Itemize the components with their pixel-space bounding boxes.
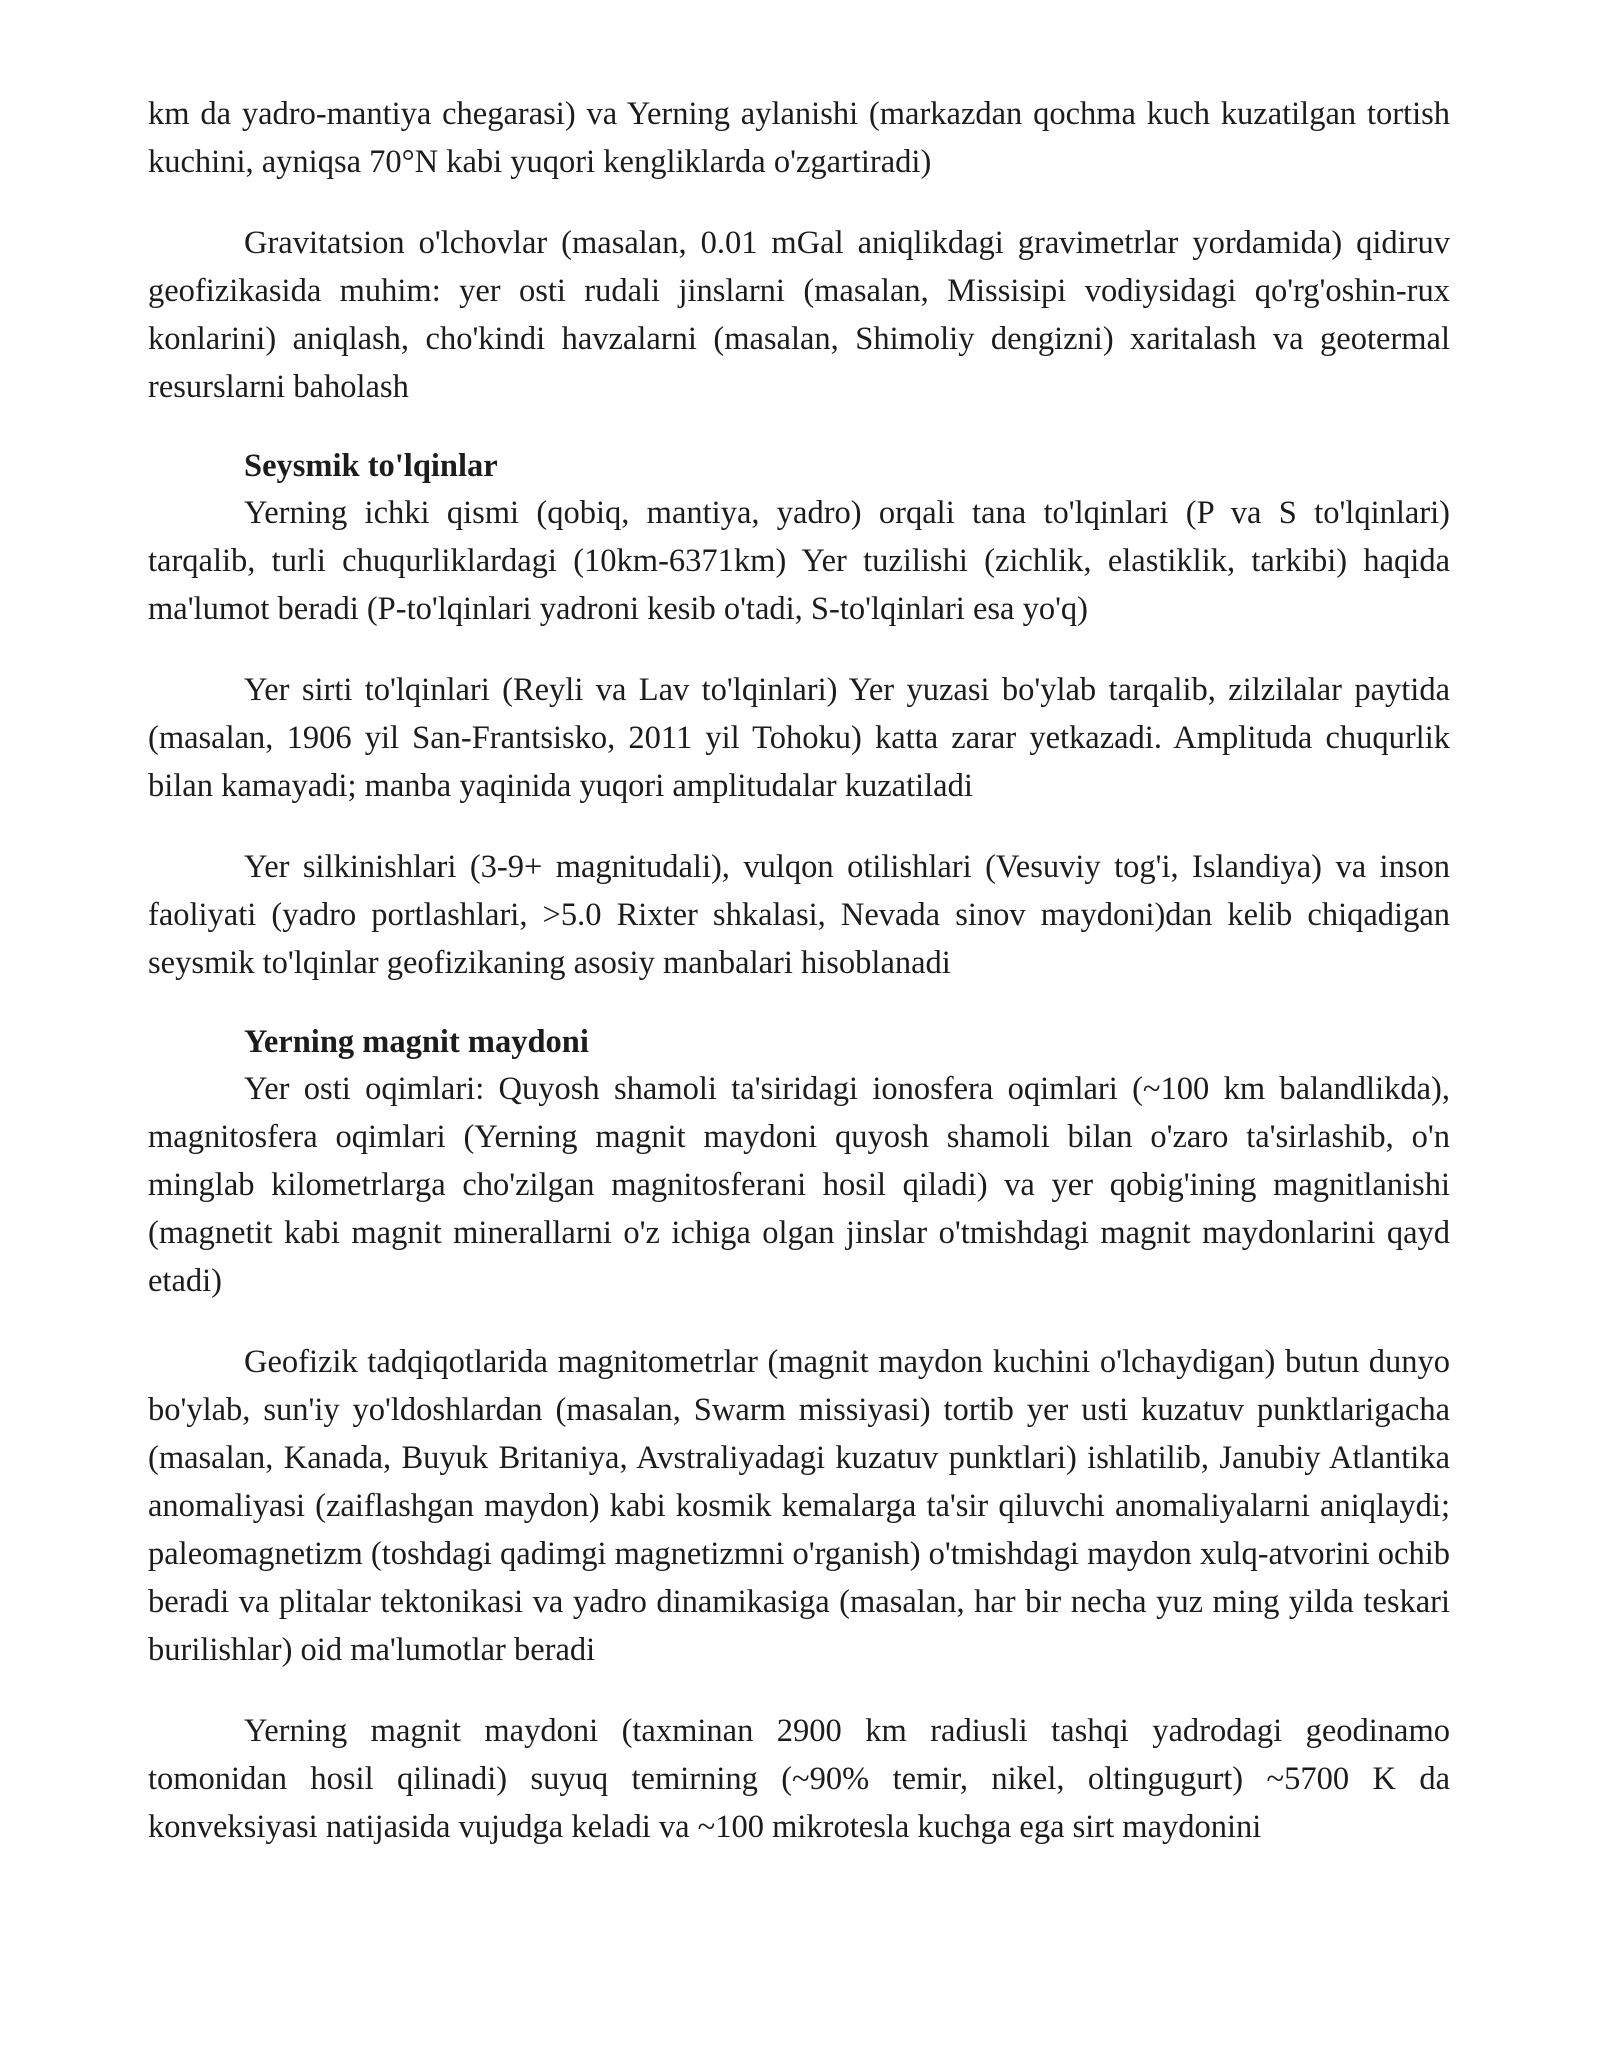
paragraph-magnetometers: Geofizik tadqiqotlarida magnitometrlar (magnit maydon kuchini o'lchaydigan) butun dunyo bo'ylab, sun'iy yo'ldoshlardan (masalan, Swarm missiyasi) tortib yer usti kuzatuv punktlarigacha (masalan, Kanada, Buyuk Britaniya, Avstraliyadagi kuzatuv punktlari) ishlatilib, Janubiy Atlantika anomaliyasi (zaiflashgan maydon) kabi kosmik kemalarga ta'sir qiluvchi anomaliyalarni aniqlaydi; paleomagnetizm (toshdagi qadimgi magnetizmni o'rganish) o'tmishdagi maydon xulq-atvorini ochib beradi va plitalar tektonikasi va yadro dinamikasiga (masalan, har bir necha yuz ming yilda teskari burilishlar) oid ma'lumotlar beradi — [148, 1344, 1450, 1668]
paragraph-gravity-rotation: km da yadro-mantiya chegarasi) va Yerning aylanishi (markazdan qochma kuch kuzatilgan tortish kuchini, ayniqsa 70°N kabi yuqori kengliklarda o'zgartiradi) — [148, 96, 1450, 180]
paragraph-ground-currents: Yer osti oqimlari: Quyosh shamoli ta'siridagi ionosfera oqimlari (~100 km balandlikda), magnitosfera oqimlari (Yerning magnit maydoni quyosh shamoli bilan o'zaro ta'sirlashib, o'n minglab kilometrlarga cho'zilgan magnitosferani hosil qiladi) va yer qobig'ining magnitlanishi (magnetit kabi magnit minerallarni o'z ichiga olgan jinslar o'tmishdagi magnit maydonlarini qayd etadi) — [148, 1071, 1450, 1299]
paragraph-geodynamo: Yerning magnit maydoni (taxminan 2900 km radiusli tashqi yadrodagi geodinamo tomonidan hosil qilinadi) suyuq temirning (~90% temir, nikel, oltingugurt) ~5700 K da konveksiyasi natijasida vujudga keladi va ~100 mikrotesla kuchga ega sirt maydonini — [148, 1713, 1450, 1845]
paragraph-seismic-sources: Yer silkinishlari (3-9+ magnitudali), vulqon otilishlari (Vesuviy tog'i, Islandiya) va inson faoliyati (yadro portlashlari, >5.0 Rixter shkalasi, Nevada sinov maydoni)dan kelib chiqadigan seysmik to'lqinlar geofizikaning asosiy manbalari hisoblanadi — [148, 849, 1450, 981]
paragraph-body-waves: Yerning ichki qismi (qobiq, mantiya, yadro) orqali tana to'lqinlari (P va S to'lqinlari) tarqalib, turli chuqurliklardagi (10km-6371km) Yer tuzilishi (zichlik, elastiklik, tarkibi) haqida ma'lumot beradi (P-to'lqinlari yadroni kesib o'tadi, S-to'lqinlari esa yo'q) — [148, 495, 1450, 627]
paragraph-gravimetry: Gravitatsion o'lchovlar (masalan, 0.01 mGal aniqlikdagi gravimetrlar yordamida) qidiruv geofizikasida muhim: yer osti rudali jinslarni (masalan, Missisipi vodiysidagi qo'rg'oshin-rux konlarini) aniqlash, cho'kindi havzalarni (masalan, Shimoliy dengizni) xaritalash va geotermal resurslarni baholash — [148, 225, 1450, 405]
heading-magnetic-field: Yerning magnit maydoni — [244, 1024, 589, 1060]
document-page — [148, 90, 1450, 1884]
paragraph-surface-waves: Yer sirti to'lqinlari (Reyli va Lav to'lqinlari) Yer yuzasi bo'ylab tarqalib, zilzilalar paytida (masalan, 1906 yil San-Frantsisko, 2011 yil Tohoku) katta zarar yetkazadi. Amplituda chuqurlik bilan kamayadi; manba yaqinida yuqori amplitudalar kuzatiladi — [148, 672, 1450, 804]
heading-seismic-waves: Seysmik to'lqinlar — [244, 448, 498, 484]
